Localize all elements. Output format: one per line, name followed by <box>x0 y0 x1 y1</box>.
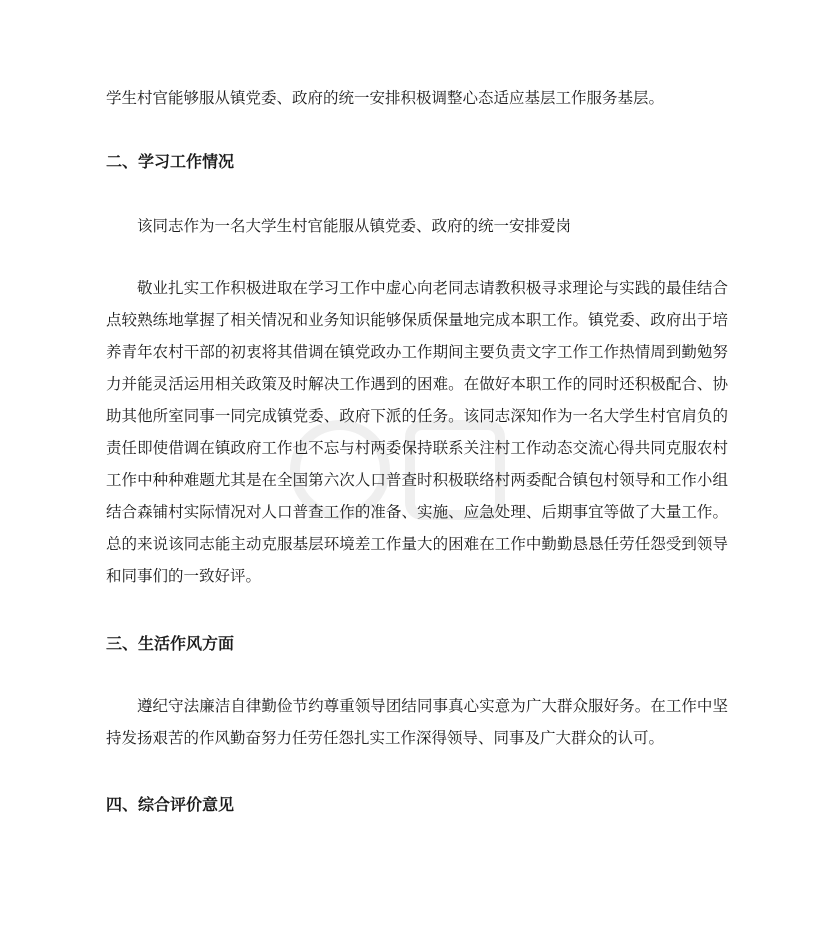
section-heading-lifestyle: 三、生活作风方面 <box>106 634 235 653</box>
section-heading-evaluation: 四、综合评价意见 <box>106 795 235 814</box>
section-heading-study-work: 二、学习工作情况 <box>106 152 235 171</box>
intro-line: 学生村官能够服从镇党委、政府的统一安排积极调整心态适应基层工作服务基层。 <box>106 89 665 107</box>
study-work-paragraph-1: 该同志作为一名大学生村官能服从镇党委、政府的统一安排爱岗 <box>137 217 572 235</box>
study-work-paragraph-2: 敬业扎实工作积极进取在学习工作中虚心向老同志请教积极寻求理论与实践的最佳结合点较熟练地掌握了相关情况和业务知识能够保质保量地完成本职工作。镇党委、政府出于培养青年农村干部的初衷将其借调在镇党政办工作期间主要负责文字工作工作热情周到勤勉努力并能灵活运用相关政策及时解决工作遇到的困难。在做好本职工作的同时还积极配合、协助其他所室同事一同完成镇党委、政府下派的任务。该同志深知作为一名大学生村官肩负的责任即使借调在镇政府工作也不忘与村两委保持联系关注村工作动态交流心得共同克服农村工作中种种难题尤其是在全国第六次人口普查时积极联络村两委配合镇包村领导和工作小组结合森铺村实际情况对人口普查工作的准备、实施、应急处理、后期事宜等做了大量工作。总的来说该同志能主动克服基层环境差工作量大的困难在工作中勤勤恳恳任劳任怨受到领导和同事们的一致好评。 <box>106 279 728 585</box>
lifestyle-paragraph: 遵纪守法廉洁自律勤俭节约尊重领导团结同事真心实意为广大群众服好务。在工作中坚持发扬艰苦的作风勤奋努力任劳任怨扎实工作深得领导、同事及广大群众的认可。 <box>106 697 728 747</box>
